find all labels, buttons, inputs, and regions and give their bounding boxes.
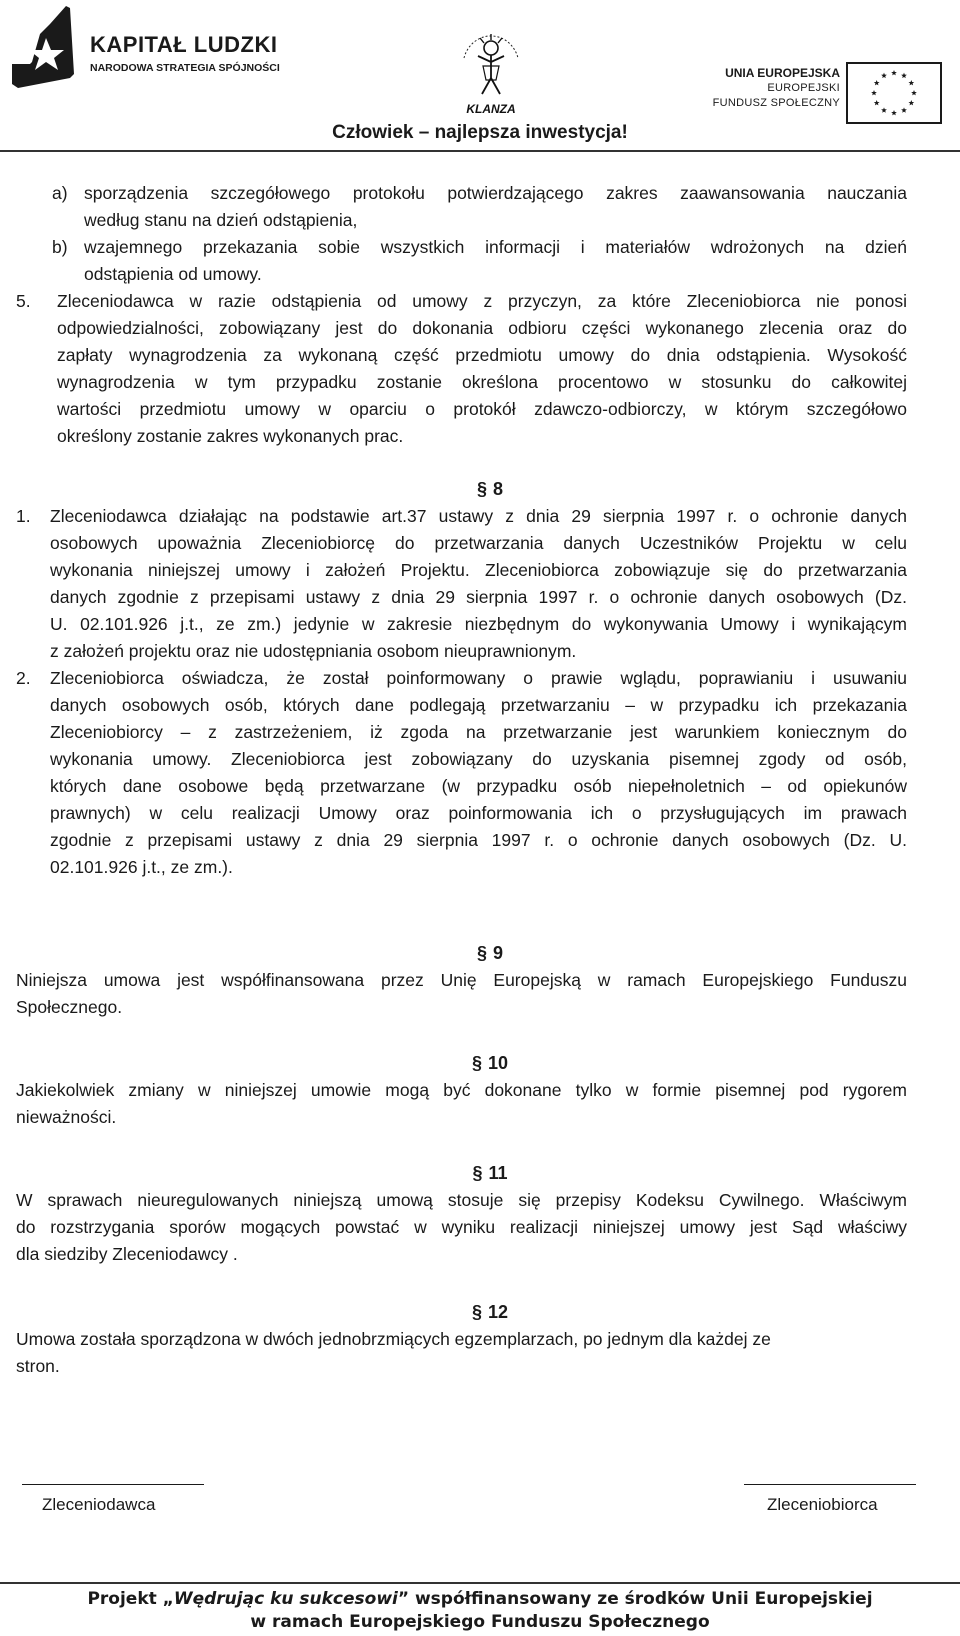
section-8-point-2-line: Zleceniobiorcy – z zastrzeżeniem, iż zgoda na przetwarzanie jest warunkiem koniecznym do bbox=[50, 722, 907, 742]
point-5-line: określony zostanie zakres wykonanych prac. bbox=[57, 426, 404, 446]
section-11-line: W sprawach nieuregulowanych niniejszą umową stosuje się przepisy Kodeksu Cywilnego. Właściwym bbox=[16, 1190, 907, 1210]
section-number: 10 bbox=[487, 1053, 509, 1073]
section-8-point-2-line: 02.101.926 j.t., ze zm.). bbox=[50, 857, 233, 877]
section-8-point-2-line: danych osobowych osób, których dane podlegają przetwarzaniu – w przypadku ich przekazania bbox=[50, 695, 907, 715]
kapital-ludzki-star-icon bbox=[10, 4, 88, 92]
section-number: 9 bbox=[493, 943, 504, 963]
section-8-point-1-line: U. 02.101.926 j.t., ze zm.) jedynie w zakresie niezbędnym do wykonywania Umowy i wynikającym bbox=[50, 614, 907, 634]
section-8-point-1-marker: 1. bbox=[16, 506, 31, 526]
item-a-marker: a) bbox=[52, 183, 68, 203]
kapital-ludzki-subtitle: NARODOWA STRATEGIA SPÓJNOŚCI bbox=[90, 62, 280, 74]
footer-divider bbox=[0, 1582, 960, 1584]
klanza-logo bbox=[450, 18, 532, 126]
item-b-line-2: odstąpienia od umowy. bbox=[84, 264, 262, 284]
section-symbol: § bbox=[476, 479, 487, 499]
header-slogan: Człowiek – najlepsza inwestycja! bbox=[332, 122, 628, 143]
signature-label-right: Zleceniobiorca bbox=[767, 1495, 878, 1514]
section-number: 8 bbox=[493, 479, 504, 499]
section-8-point-2-line: prawnych) w celu realizacji Umowy oraz poinformowania ich o przysługujących im prawach bbox=[50, 803, 907, 823]
section-8-point-1-line: z założeń projektu oraz nie udostępniania osobom nieuprawnionym. bbox=[50, 641, 577, 661]
section-9-line: Niniejsza umowa jest współfinansowana przez Unię Europejską w ramach Europejskiego Funduszu bbox=[16, 970, 907, 990]
point-5-line: wynagrodzenia w tym przypadku zostanie określona procentowo w stosunku do całkowitej bbox=[57, 372, 907, 392]
kapital-ludzki-title: KAPITAŁ LUDZKI bbox=[90, 32, 278, 57]
section-8-point-1-line: danych zgodnie z przepisami ustawy z dnia 29 sierpnia 1997 r. o ochronie danych osobowych (Dz. bbox=[50, 587, 907, 607]
section-8-point-2-line: wykonania umowy. Zleceniobiorca jest zobowiązany do uzyskania pisemnej zgody od osób, bbox=[50, 749, 907, 769]
footer-line-1 bbox=[0, 1587, 960, 1611]
section-10-line: Jakiekolwiek zmiany w niniejszej umowie mogą być dokonane tylko w formie pisemnej pod rygorem bbox=[16, 1080, 907, 1100]
section-11-heading bbox=[0, 1160, 960, 1187]
klanza-figure-icon bbox=[450, 18, 532, 104]
eu-fund-logo-text bbox=[690, 66, 840, 126]
item-b-line-1: wzajemnego przekazania sobie wszystkich informacji i materiałów wdrożonych na dzień bbox=[84, 237, 907, 257]
kapital-ludzki-logo bbox=[10, 4, 300, 92]
footer-prefix: Projekt „ bbox=[87, 1589, 174, 1609]
section-number: 12 bbox=[487, 1302, 509, 1322]
section-12-line: Umowa została sporządzona w dwóch jednobrzmiących egzemplarzach, po jednym dla każdej ze bbox=[16, 1329, 771, 1349]
footer-line-2: w ramach Europejskiego Funduszu Społecznego bbox=[250, 1612, 710, 1632]
eu-flag-icon bbox=[846, 62, 942, 124]
item-a-line-1: sporządzenia szczegółowego protokołu potwierdzającego zakres zaawansowania nauczania bbox=[84, 183, 907, 203]
point-5-marker: 5. bbox=[16, 291, 31, 311]
eu-line-3: FUNDUSZ SPOŁECZNY bbox=[712, 97, 840, 109]
signature-line-left bbox=[22, 1484, 204, 1485]
section-8-point-2-line: których dane osobowe będą przetwarzane (w przypadku osób niepełnoletnich – od opiekunów bbox=[50, 776, 907, 796]
header-divider bbox=[0, 150, 960, 152]
point-5-line: odpowiedzialności, zobowiązany jest do dokonania odbioru części wykonanego zlecenia oraz do bbox=[57, 318, 907, 338]
section-symbol: § bbox=[476, 943, 487, 963]
section-9-heading bbox=[0, 940, 960, 967]
eu-line-2: EUROPEJSKI bbox=[767, 82, 840, 94]
signature-label-left: Zleceniodawca bbox=[42, 1495, 156, 1514]
section-9-line: Społecznego. bbox=[16, 997, 123, 1017]
eu-line-1: UNIA EUROPEJSKA bbox=[725, 66, 840, 80]
point-5-line: Zleceniodawca w razie odstąpienia od umowy z przyczyn, za które Zleceniobiorca nie ponosi bbox=[57, 291, 907, 311]
section-8-point-1-line: wykonania niniejszej umowy i założeń Projektu. Zleceniobiorca zobowiązuje się do przetwarzania bbox=[50, 560, 907, 580]
section-8-point-2-line: Zleceniobiorca oświadcza, że został poinformowany o prawie wglądu, poprawianiu i usuwaniu bbox=[50, 668, 907, 688]
section-10-line: nieważności. bbox=[16, 1107, 117, 1127]
section-8-point-1-line: Zleceniodawca działając na podstawie art.37 ustawy z dnia 29 sierpnia 1997 r. o ochronie danych bbox=[50, 506, 907, 526]
section-12-heading bbox=[0, 1299, 960, 1326]
section-8-point-2-line: zgodnie z przepisami ustawy z dnia 29 sierpnia 1997 r. o ochronie danych osobowych (Dz. U. bbox=[50, 830, 907, 850]
point-5-line: wartości przedmiotu umowy w oparciu o protokół zdawczo-odbiorczy, w którym szczegółowo bbox=[57, 399, 907, 419]
section-symbol: § bbox=[471, 1302, 482, 1322]
klanza-wordmark: KLANZA bbox=[466, 102, 516, 116]
section-11-line: dla siedziby Zleceniodawcy . bbox=[16, 1244, 238, 1264]
item-a-line-2: według stanu na dzień odstąpienia, bbox=[84, 210, 358, 230]
section-12-line: stron. bbox=[16, 1356, 60, 1376]
section-8-point-2-marker: 2. bbox=[16, 668, 31, 688]
point-5-line: zapłaty wynagrodzenia za wykonaną część przedmiotu umowy do dnia odstąpienia. Wysokość bbox=[57, 345, 907, 365]
section-10-heading bbox=[0, 1050, 960, 1077]
section-number: 11 bbox=[488, 1163, 508, 1183]
footer-project-name: Wędrując ku sukcesowi bbox=[173, 1589, 398, 1609]
item-b-marker: b) bbox=[52, 237, 68, 257]
section-symbol: § bbox=[471, 1053, 482, 1073]
section-11-line: do rozstrzygania sporów mogących powstać w wyniku realizacji niniejszej umowy jest Sąd właściwy bbox=[16, 1217, 907, 1237]
page-header bbox=[0, 0, 960, 152]
section-8-point-1-line: osobowych upoważnia Zleceniobiorcę do przetwarzania danych Uczestników Projektu w celu bbox=[50, 533, 907, 553]
footer-suffix: ” współfinansowany ze środków Unii Europejskiej bbox=[397, 1589, 873, 1609]
section-symbol: § bbox=[472, 1163, 483, 1183]
signature-line-right bbox=[744, 1484, 916, 1485]
section-8-heading bbox=[0, 476, 960, 503]
